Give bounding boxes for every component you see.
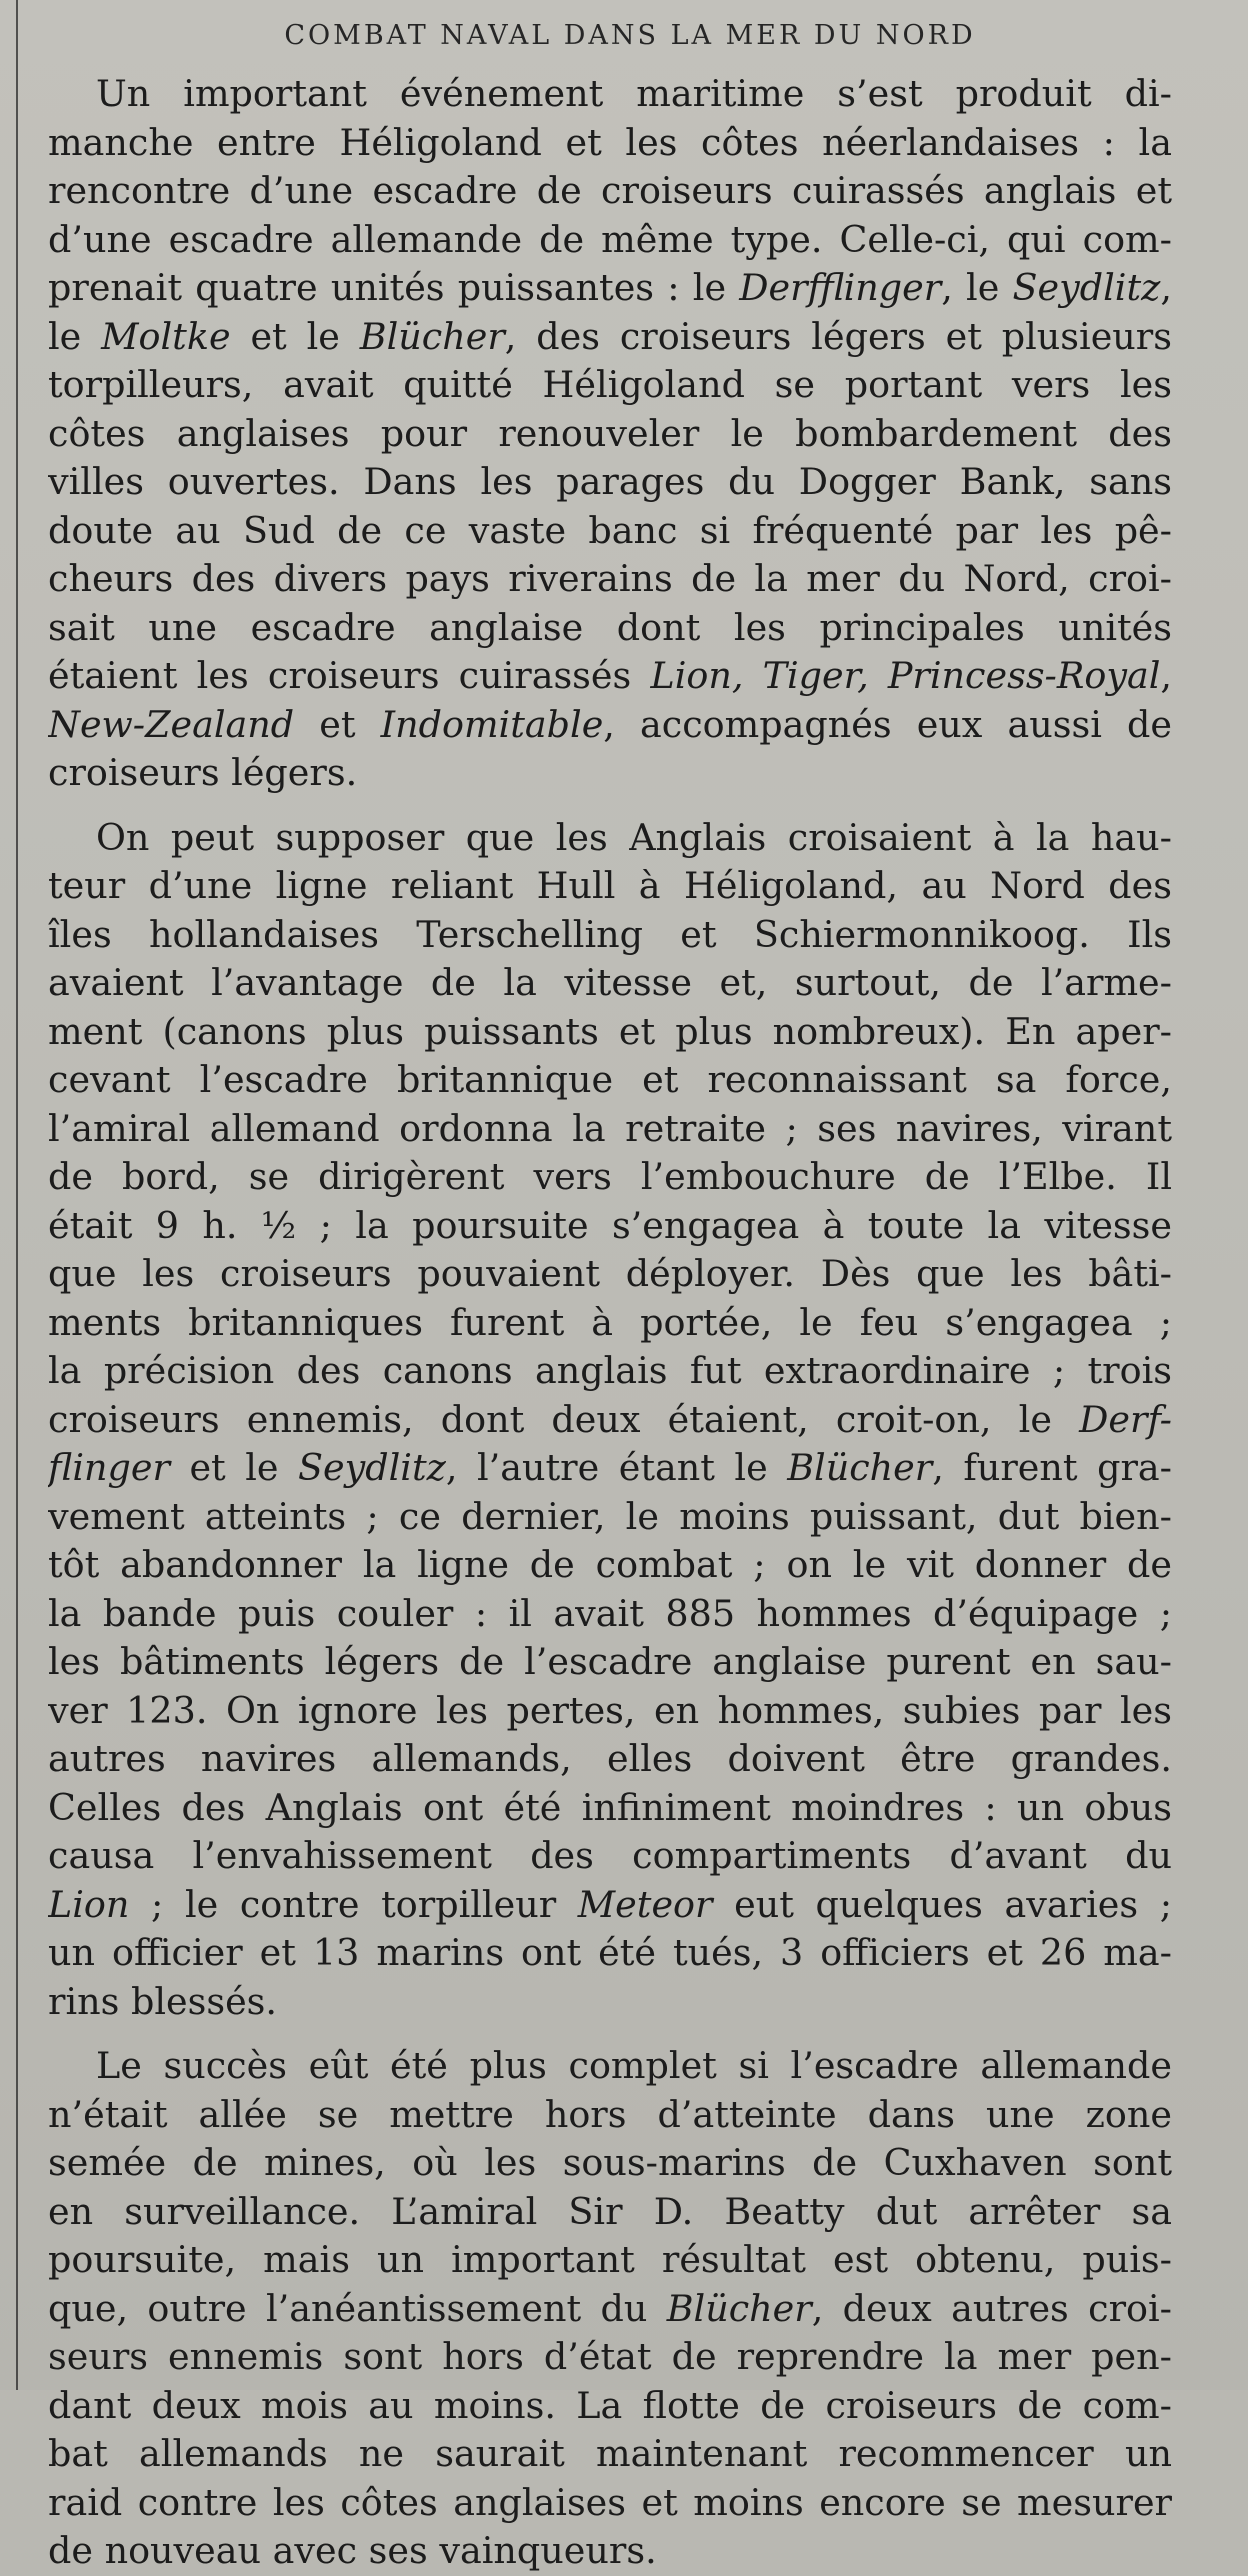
- ship-name: Lion, Tiger, Princess-Royal: [650, 654, 1161, 697]
- text-line: [48, 862, 1172, 911]
- ship-name: Lion: [48, 1882, 130, 1926]
- text-line: [48, 604, 1172, 653]
- text-line: [48, 2236, 1172, 2285]
- text-line: [48, 1153, 1172, 1202]
- text-line: [48, 1638, 1172, 1687]
- text-line: [48, 2382, 1172, 2431]
- text-line: [48, 1881, 1172, 1930]
- text-run: rins blessés.: [48, 1979, 277, 2023]
- text-line: [48, 1105, 1172, 1154]
- text-run: teur d’une ligne reliant Hull à Héligoland, au Nord des: [48, 864, 1172, 907]
- text-run: manche entre Héligoland et les côtes néerlandaises : la: [48, 120, 1172, 164]
- text-run: , accompagnés eux aussi de: [603, 702, 1172, 746]
- text-run: et le: [169, 1446, 299, 1489]
- text-run: de bord, se dirigèrent vers l’embouchure de l’Elbe. Il: [48, 1155, 1172, 1198]
- ship-name: Derf-: [1079, 1397, 1172, 1441]
- text-line: [48, 2139, 1172, 2188]
- text-line: [48, 1250, 1172, 1299]
- text-run: villes ouvertes. Dans les parages du Dogger Bank, sans: [48, 460, 1172, 503]
- text-line: [48, 2333, 1172, 2382]
- text-line: [48, 507, 1172, 556]
- paragraph: [48, 2042, 1172, 2576]
- text-line: [48, 555, 1172, 604]
- text-run: que, outre l’anéantissement du: [48, 2286, 667, 2330]
- ship-name: Indomitable: [380, 702, 604, 746]
- text-run: cevant l’escadre britannique et reconnaissant sa force,: [48, 1058, 1172, 1101]
- text-run: ,: [1160, 654, 1172, 697]
- text-run: rencontre d’une escadre de croiseurs cuirassés anglais et: [48, 169, 1172, 212]
- ship-name: New-Zealand: [48, 702, 295, 746]
- text-run: croiseurs légers.: [48, 751, 358, 794]
- text-run: autres navires allemands, elles doivent être grandes.: [48, 1737, 1172, 1780]
- text-run: raid contre les côtes anglaises et moins encore se mesurer: [48, 2480, 1172, 2524]
- text-run: Le succès eût été plus complet si l’escadre allemande: [96, 2044, 1172, 2087]
- text-line: [48, 361, 1172, 410]
- text-run: semée de mines, où les sous-marins de Cuxhaven sont: [48, 2141, 1172, 2184]
- text-line: [48, 1396, 1172, 1445]
- text-line: [48, 119, 1172, 168]
- ship-name: Blücher: [666, 2286, 812, 2330]
- text-run: , des croiseurs légers et plusieurs: [504, 314, 1172, 358]
- text-line: [48, 1347, 1172, 1396]
- text-run: croiseurs ennemis, dont deux étaient, croit-on, le: [48, 1397, 1080, 1441]
- text-run: prenait quatre unités puissantes : le: [48, 266, 740, 309]
- text-line: [48, 1202, 1172, 1251]
- text-line: [48, 701, 1172, 750]
- text-line: [48, 1735, 1172, 1784]
- article-title: COMBAT NAVAL DANS LA MER DU NORD: [284, 20, 976, 51]
- ship-name: Blücher: [787, 1446, 933, 1489]
- text-run: poursuite, mais un important résultat est obtenu, puis-: [48, 2238, 1172, 2281]
- text-run: causa l’envahissement des compartiments d’avant du: [48, 1834, 1172, 1877]
- ship-name: Derfflinger: [739, 266, 942, 309]
- text-run: doute au Sud de ce vaste banc si fréquenté par les pê-: [48, 508, 1172, 552]
- text-line: [48, 2527, 1172, 2576]
- text-run: et: [294, 702, 381, 746]
- text-run: un officier et 13 marins ont été tués, 3 officiers et 26 ma-: [48, 1931, 1172, 1974]
- text-run: On peut supposer que les Anglais croisaient à la hau-: [96, 815, 1172, 859]
- text-run: dant deux mois au moins. La flotte de croiseurs de com-: [48, 2383, 1172, 2427]
- text-run: la précision des canons anglais fut extraordinaire ; trois: [48, 1349, 1172, 1392]
- text-line: [48, 2430, 1172, 2479]
- text-line: [48, 410, 1172, 459]
- text-line: [48, 2091, 1172, 2140]
- text-run: , furent gra-: [932, 1446, 1172, 1489]
- text-run: Un important événement maritime s’est produit di-: [96, 72, 1172, 115]
- article-body: [48, 70, 1172, 2576]
- text-line: [48, 70, 1172, 119]
- text-run: , le: [941, 266, 1013, 309]
- text-line: [48, 264, 1172, 313]
- text-line: [48, 1493, 1172, 1542]
- text-run: ,: [1160, 266, 1172, 309]
- text-run: le: [48, 314, 102, 358]
- paragraph-gap: [48, 798, 1172, 814]
- text-line: [48, 652, 1172, 701]
- text-line: [48, 749, 1172, 798]
- text-line: [48, 911, 1172, 960]
- text-run: avaient l’avantage de la vitesse et, surtout, de l’arme-: [48, 961, 1172, 1004]
- text-run: bat allemands ne saurait maintenant recommencer un: [48, 2432, 1172, 2475]
- text-run: la bande puis couler : il avait 885 hommes d’équipage ;: [48, 1591, 1172, 1635]
- text-run: cheurs des divers pays riverains de la mer du Nord, croi-: [48, 557, 1172, 600]
- ship-name: flinger: [48, 1446, 170, 1489]
- text-run: ments britanniques furent à portée, le feu s’engagea ;: [48, 1300, 1172, 1344]
- text-line: [48, 1590, 1172, 1639]
- text-line: [48, 959, 1172, 1008]
- text-line: [48, 1832, 1172, 1881]
- ship-name: Moltke: [101, 314, 231, 358]
- text-line: [48, 1978, 1172, 2027]
- column-rule: [16, 0, 18, 2390]
- text-line: [48, 1784, 1172, 1833]
- paragraph-gap: [48, 2026, 1172, 2042]
- text-run: de nouveau avec ses vainqueurs.: [48, 2529, 657, 2572]
- text-run: tôt abandonner la ligne de combat ; on le vit donner de: [48, 1543, 1172, 1586]
- text-run: îles hollandaises Terschelling et Schiermonnikoog. Ils: [48, 912, 1172, 956]
- text-run: seurs ennemis sont hors d’état de reprendre la mer pen-: [48, 2335, 1172, 2378]
- text-line: [48, 1008, 1172, 1057]
- text-run: que les croiseurs pouvaient déployer. Dès que les bâti-: [48, 1252, 1172, 1295]
- text-run: , l’autre étant le: [445, 1446, 788, 1489]
- text-run: côtes anglaises pour renouveler le bombardement des: [48, 411, 1172, 455]
- text-line: [48, 2285, 1172, 2334]
- text-line: [48, 2042, 1172, 2091]
- text-line: [48, 313, 1172, 362]
- text-run: l’amiral allemand ordonna la retraite ; ses navires, virant: [48, 1106, 1172, 1150]
- text-run: étaient les croiseurs cuirassés: [48, 654, 651, 697]
- text-line: [48, 1444, 1172, 1493]
- paragraph: [48, 814, 1172, 2027]
- text-line: [48, 2479, 1172, 2528]
- ship-name: Seydlitz: [1012, 266, 1161, 309]
- text-line: [48, 1541, 1172, 1590]
- text-run: ; le contre torpilleur: [129, 1882, 578, 1926]
- text-line: [48, 1056, 1172, 1105]
- text-run: n’était allée se mettre hors d’atteinte dans une zone: [48, 2092, 1172, 2136]
- text-line: [48, 1929, 1172, 1978]
- text-run: ment (canons plus puissants et plus nombreux). En aper-: [48, 1009, 1172, 1053]
- text-run: et le: [230, 314, 360, 358]
- text-line: [48, 458, 1172, 507]
- text-line: [48, 1687, 1172, 1736]
- text-run: était 9 h. ½ ; la poursuite s’engagea à toute la vitesse: [48, 1203, 1172, 1247]
- text-run: torpilleurs, avait quitté Héligoland se portant vers les: [48, 363, 1172, 406]
- text-run: sait une escadre anglaise dont les principales unités: [48, 605, 1172, 649]
- text-run: Celles des Anglais ont été infiniment moindres : un obus: [48, 1785, 1172, 1829]
- ship-name: Seydlitz: [298, 1446, 446, 1489]
- text-run: ver 123. On ignore les pertes, en hommes, subies par les: [48, 1688, 1172, 1732]
- text-line: [48, 167, 1172, 216]
- text-line: [48, 216, 1172, 265]
- text-run: eut quelques avaries ;: [712, 1882, 1172, 1926]
- text-line: [48, 2188, 1172, 2237]
- text-run: d’une escadre allemande de même type. Celle-ci, qui com-: [48, 217, 1172, 261]
- text-run: les bâtiments légers de l’escadre anglaise purent en sau-: [48, 1640, 1172, 1683]
- ship-name: Meteor: [577, 1882, 713, 1926]
- text-run: vement atteints ; ce dernier, le moins puissant, dut bien-: [48, 1494, 1172, 1538]
- text-run: , deux autres croi-: [811, 2286, 1172, 2330]
- text-run: en surveillance. L’amiral Sir D. Beatty dut arrêter sa: [48, 2189, 1172, 2233]
- paragraph: [48, 70, 1172, 798]
- text-line: [48, 1299, 1172, 1348]
- text-line: [48, 814, 1172, 863]
- ship-name: Blücher: [359, 314, 505, 358]
